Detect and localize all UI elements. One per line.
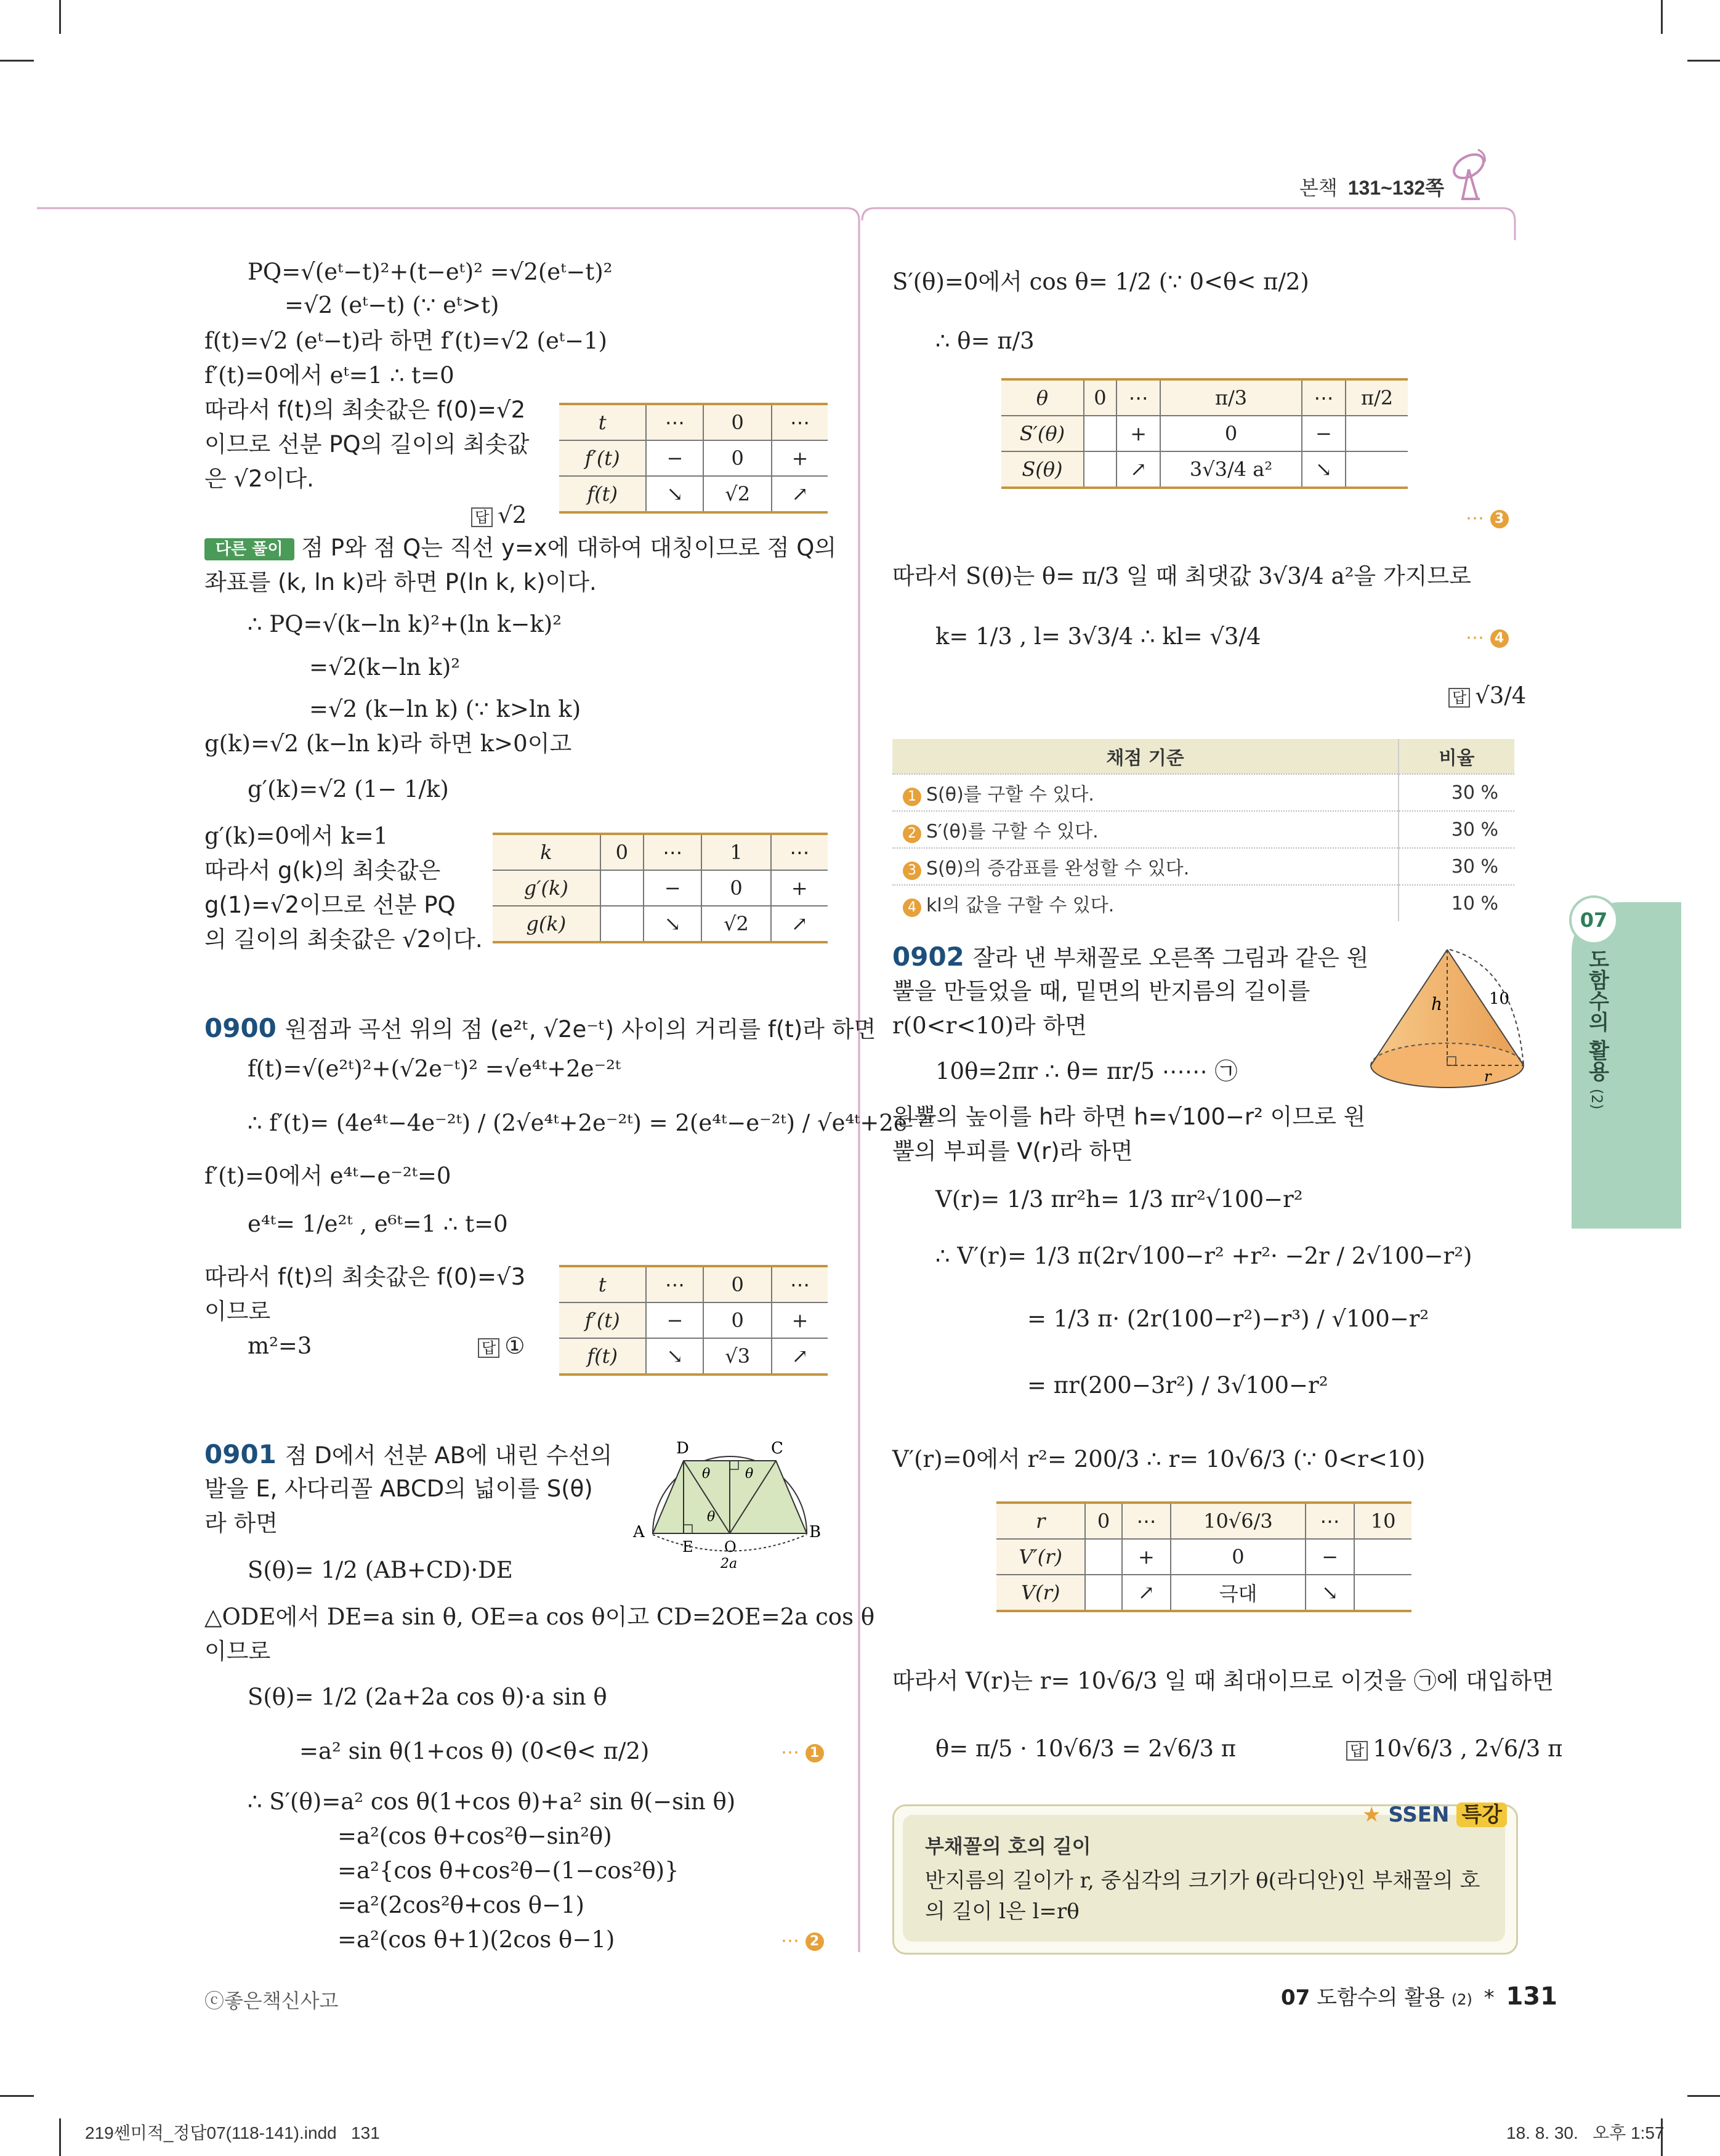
text-line: =a²(cos θ+cos²θ−sin²θ) [337, 1823, 612, 1849]
answer-value: √2 [498, 502, 527, 528]
answer-label: 답 [1448, 688, 1470, 708]
problem-number: 0901 [204, 1439, 277, 1469]
crop-mark [0, 2095, 34, 2097]
text-line: 라 하면 [204, 1510, 278, 1536]
text-line: θ= π/5 · 10√6/3 = 2√6/3 π [935, 1735, 1237, 1762]
page-footer [1281, 1980, 1557, 2011]
text-line: △ODE에서 DE=a sin θ, OE=a cos θ이고 CD=2OE=2a cos θ [204, 1604, 875, 1630]
text-line: e⁴ᵗ= 1/e²ᵗ , e⁶ᵗ=1 ∴ t=0 [248, 1211, 508, 1237]
text-line: g′(k)=√2 (1− 1/k) [248, 776, 449, 802]
text-line: =a²{cos θ+cos²θ−(1−cos²θ)} [337, 1857, 679, 1884]
tip-box [892, 1804, 1518, 1955]
crop-mark [59, 0, 61, 34]
answer-label: 답 [471, 507, 493, 527]
text-line: 이므로 [204, 1298, 271, 1325]
crop-mark [0, 60, 34, 62]
header-label: 본책 [1299, 177, 1338, 199]
text-line: g′(k)=0에서 k=1 [204, 823, 389, 849]
text-line: f(t)=√2 (eᵗ−t)라 하면 f′(t)=√2 (eᵗ−1) [204, 328, 607, 354]
text-line: 발을 E, 사다리꼴 ABCD의 넓이를 S(θ) [204, 1476, 593, 1502]
grade-head-ratio: 비율 [1399, 739, 1514, 774]
tip-title: 부채꼴의 호의 길이 [925, 1835, 1091, 1858]
text-line: ∴ V′(r)= 1/3 π(2r√100−r² +r²· −2r / 2√100−r²) [935, 1243, 1472, 1269]
label-A: A [633, 1523, 645, 1541]
answer [1448, 681, 1526, 711]
text-line: =√2 (eᵗ−t) (∵ eᵗ>t) [285, 292, 499, 318]
answer-value: ① [504, 1333, 525, 1359]
trapezoid-semicircle-figure [628, 1435, 831, 1583]
text-line: f(t)=√(e²ᵗ)²+(√2e⁻ᵗ)² =√e⁴ᵗ+2e⁻²ᵗ [248, 1056, 621, 1082]
text-line: 따라서 S(θ)는 θ= π/3 일 때 최댓값 3√3/4 a²을 가지므로 [892, 563, 1471, 589]
header-page-range: 131~132쪽 [1347, 177, 1445, 199]
step-marker-1: ⋯ 1 [781, 1742, 824, 1763]
alt-solution-line: 다른 풀이 점 P와 점 Q는 직선 y=x에 대하여 대칭이므로 점 Q의 [204, 533, 836, 563]
label-theta: θ [745, 1466, 754, 1482]
increase-decrease-table: θ 0 ⋯ π/3 ⋯ π/2 S′(θ) + 0 − S(θ) ↗ 3√3/4 a² ↘ [1001, 378, 1408, 489]
label-r: r [1484, 1068, 1492, 1085]
text-line: ∴ S′(θ)=a² cos θ(1+cos θ)+a² sin θ(−sin θ) [248, 1788, 736, 1815]
label-B: B [809, 1523, 822, 1541]
grading-criteria-table [892, 739, 1514, 921]
answer [471, 501, 527, 530]
crop-mark [1687, 2095, 1720, 2097]
problem-0902: 0902 잘라 낸 부채꼴로 오른쪽 그림과 같은 원 [892, 942, 1369, 972]
text-line: =√2 (k−ln k) (∵ k>ln k) [309, 696, 581, 722]
text-line: = 1/3 π· (2r(100−r²)−r³) / √100−r² [1027, 1306, 1429, 1332]
problem-number: 0902 [892, 942, 964, 972]
answer-value: 10√6/3 , 2√6/3 π [1373, 1735, 1563, 1762]
text-line: 좌표를 (k, ln k)라 하면 P(ln k, k)이다. [204, 569, 597, 596]
grade-row: 2 S′(θ)를 구할 수 있다. 30 % [892, 811, 1514, 848]
text-line: 의 길이의 최솟값은 √2이다. [204, 926, 483, 953]
text-line: 따라서 g(k)의 최솟값은 [204, 857, 441, 884]
text-line: 뿔의 부피를 V(r)라 하면 [892, 1138, 1133, 1165]
step-marker-2: ⋯ 2 [781, 1930, 824, 1952]
step-marker-4: ⋯ 4 [1466, 627, 1509, 648]
file-info: 219쎈미적_정답07(118-141).indd 131 [85, 2123, 380, 2142]
text-line: S(θ)= 1/2 (2a+2a cos θ)·a sin θ [248, 1684, 607, 1710]
text-line: =a²(cos θ+1)(2cos θ−1) [337, 1926, 615, 1953]
copyright: ⓒ좋은책신사고 [204, 1990, 339, 2012]
footer-chapter-title: 도함수의 활용 [1317, 1985, 1445, 2010]
text-line: 따라서 f(t)의 최솟값은 f(0)=√2 [204, 397, 526, 423]
text-line: S′(θ)=0에서 cos θ= 1/2 (∵ 0<θ< π/2) [892, 268, 1309, 295]
text-line: =a² sin θ(1+cos θ) (0<θ< π/2) [299, 1738, 650, 1764]
label-theta: θ [707, 1509, 716, 1525]
problem-0901: 0901 점 D에서 선분 AB에 내린 수선의 [204, 1439, 613, 1469]
chapter-num-badge: 07 [1569, 895, 1618, 945]
print-date: 18. 8. 30. 오후 1:57 [1506, 2123, 1665, 2142]
star-icon: ★ [1362, 1803, 1381, 1827]
problem-number: 0900 [204, 1013, 277, 1043]
antenna-icon [1444, 145, 1493, 203]
label-h: h [1431, 994, 1443, 1014]
tip-text: 반지름의 길이가 r, 중심각의 크기가 θ(라디안)인 부채꼴의 호 의 길이 l은 l=rθ [925, 1868, 1480, 1924]
text-line: V(r)= 1/3 πr²h= 1/3 πr²√100−r² [935, 1186, 1303, 1213]
text-line: 따라서 V(r)는 r= 10√6/3 일 때 최대이므로 이것을 ㉠에 대입하면 [892, 1668, 1554, 1694]
text-line: 따라서 f(t)의 최솟값은 f(0)=√3 [204, 1264, 526, 1290]
page-number: 131 [1506, 1982, 1557, 2011]
text-line: PQ=√(eᵗ−t)²+(t−eᵗ)² =√2(eᵗ−t)² [248, 259, 613, 285]
answer [1346, 1734, 1562, 1764]
text-line: =√2(k−ln k)² [309, 654, 461, 680]
crop-mark [1687, 60, 1720, 62]
text-line: =a²(2cos²θ+cos θ−1) [337, 1892, 584, 1918]
text-line: ∴ f′(t)= (4e⁴ᵗ−4e⁻²ᵗ) / (2√e⁴ᵗ+2e⁻²ᵗ) = 2(e⁴ᵗ−e⁻²ᵗ) / √e⁴ᵗ+2e⁻²ᵗ [248, 1110, 934, 1136]
step-marker-3: ⋯ 3 [1466, 507, 1509, 529]
label-10: 10 [1489, 990, 1510, 1008]
ssen-special-logo: ★ SSEN 특강 [1362, 1798, 1507, 1828]
text-line: V′(r)=0에서 r²= 200/3 ∴ r= 10√6/3 (∵ 0<r<10) [892, 1446, 1426, 1472]
label-theta: θ [702, 1466, 711, 1482]
text-line: 이므로 [204, 1638, 271, 1665]
label-D: D [676, 1439, 689, 1458]
increase-decrease-table: t ⋯ 0 ⋯ f′(t) − 0 + f(t) ↘ √3 ↗ [559, 1265, 828, 1376]
footer-chapter-num: 07 [1281, 1985, 1310, 2010]
label-E: E [682, 1538, 693, 1556]
cone-figure [1367, 942, 1527, 1102]
alt-solution-badge: 다른 풀이 [204, 538, 294, 560]
increase-decrease-table: t ⋯ 0 ⋯ f′(t) − 0 + f(t) ↘ √2 ↗ [559, 403, 828, 514]
footer-sep: * [1484, 1985, 1495, 2010]
text-line: g(1)=√2이므로 선분 PQ [204, 892, 456, 918]
text-line: m²=3 [248, 1333, 312, 1359]
text-line: r(0<r<10)라 하면 [892, 1012, 1087, 1039]
text-line: 이므로 선분 PQ의 길이의 최솟값 [204, 431, 530, 458]
grade-row: 3 S(θ)의 증감표를 완성할 수 있다. 30 % [892, 848, 1514, 885]
text-line: ∴ PQ=√(k−ln k)²+(ln k−k)² [248, 611, 562, 637]
answer-value: √3/4 [1475, 682, 1527, 709]
text-line: 원뿔의 높이를 h라 하면 h=√100−r² 이므로 원 [892, 1104, 1366, 1130]
answer-label: 답 [1346, 1741, 1368, 1761]
answer [478, 1331, 525, 1361]
text-line: 10θ=2πr ∴ θ= πr/5 ⋯⋯ ㉠ [935, 1058, 1238, 1084]
problem-0900: 0900 원점과 곡선 위의 점 (e²ᵗ, √2e⁻ᵗ) 사이의 거리를 f(t)라 하면 [204, 1013, 876, 1043]
grade-row: 4 kl의 값을 구할 수 있다. 10 % [892, 885, 1514, 921]
text-line: ∴ θ= π/3 [935, 328, 1035, 354]
increase-decrease-table: r 0 ⋯ 10√6/3 ⋯ 10 V′(r) + 0 − V(r) ↗ 극대 ↘ [996, 1501, 1411, 1612]
text-line: 은 √2이다. [204, 466, 314, 492]
text-line: k= 1/3 , l= 3√3/4 ∴ kl= √3/4 [935, 623, 1261, 650]
text-line: g(k)=√2 (k−ln k)라 하면 k>0이고 [204, 730, 572, 757]
crop-mark [1661, 0, 1663, 34]
footer-chapter-part: (2) [1451, 1991, 1472, 2008]
grade-row: 1 S(θ)를 구할 수 있다. 30 % [892, 774, 1514, 811]
text-line: 뿔을 만들었을 때, 밑면의 반지름의 길이를 [892, 978, 1310, 1004]
chapter-side-title: 도함수의 활용 (2) [1585, 948, 1609, 1110]
text-line: f′(t)=0에서 e⁴ᵗ−e⁻²ᵗ=0 [204, 1163, 451, 1189]
text-line: = πr(200−3r²) / 3√100−r² [1027, 1372, 1328, 1399]
text-line: f′(t)=0에서 eᵗ=1 ∴ t=0 [204, 362, 454, 389]
answer-label: 답 [478, 1338, 499, 1358]
text-line: S(θ)= 1/2 (AB+CD)·DE [248, 1557, 513, 1583]
increase-decrease-table: k 0 ⋯ 1 ⋯ g′(k) − 0 + g(k) ↘ √2 ↗ [493, 833, 828, 943]
label-2a: 2a [721, 1556, 738, 1572]
label-C: C [771, 1439, 783, 1458]
crop-mark [59, 2118, 61, 2156]
grade-head-label: 채점 기준 [892, 739, 1399, 774]
label-O: O [724, 1538, 737, 1556]
